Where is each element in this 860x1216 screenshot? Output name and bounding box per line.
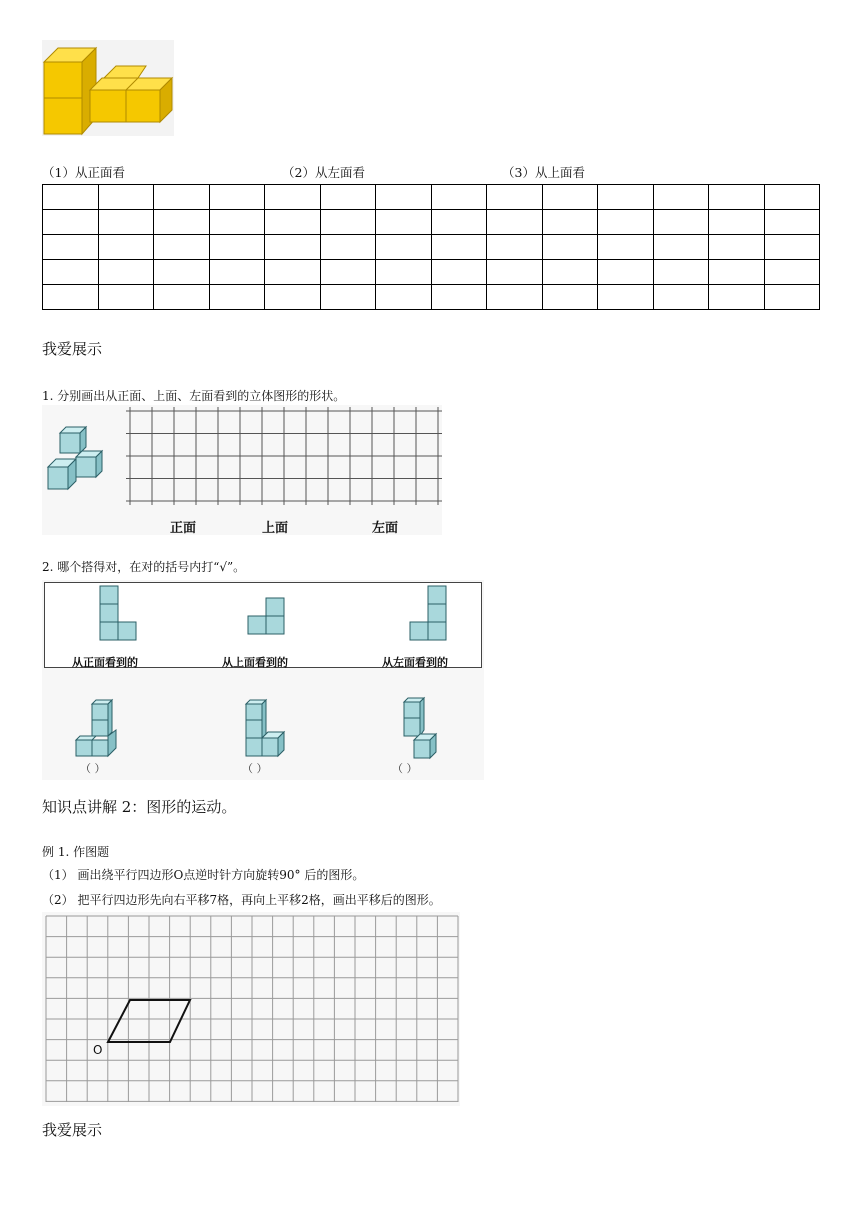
section-title: 我爱展示 bbox=[42, 340, 103, 358]
grid-cell[interactable] bbox=[209, 285, 265, 310]
grid-cell[interactable] bbox=[598, 260, 654, 285]
grid-cell[interactable] bbox=[320, 210, 376, 235]
grid-cell[interactable] bbox=[43, 260, 99, 285]
caption-front: 正面 bbox=[170, 521, 197, 536]
example-item-2: （2） 把平行四边形先向右平移7格，再向上平移2格，画出平移后的图形。 bbox=[42, 893, 441, 907]
grid-cell[interactable] bbox=[542, 285, 598, 310]
grid-cell[interactable] bbox=[598, 210, 654, 235]
grid-cell[interactable] bbox=[487, 260, 543, 285]
q2-figure bbox=[42, 580, 484, 780]
section-title-2: 我爱展示 bbox=[42, 1121, 103, 1139]
grid-cell[interactable] bbox=[653, 260, 709, 285]
grid-cell[interactable] bbox=[43, 185, 99, 210]
grid-cell[interactable] bbox=[764, 260, 820, 285]
grid-cell[interactable] bbox=[598, 285, 654, 310]
caption-top-view: 从上面看到的 bbox=[222, 656, 288, 669]
grid-cell[interactable] bbox=[265, 235, 321, 260]
answer-paren-3[interactable]: （ ） bbox=[392, 762, 418, 775]
grid-cell[interactable] bbox=[431, 285, 487, 310]
example-grid bbox=[42, 912, 460, 1106]
yellow-cubes-figure bbox=[42, 40, 174, 136]
grid-cell[interactable] bbox=[320, 235, 376, 260]
grid-cell[interactable] bbox=[376, 235, 432, 260]
grid-cell[interactable] bbox=[98, 210, 154, 235]
caption-left-view: 从左面看到的 bbox=[382, 656, 448, 669]
grid-cell[interactable] bbox=[98, 185, 154, 210]
grid-cell[interactable] bbox=[154, 285, 210, 310]
grid-cell[interactable] bbox=[154, 260, 210, 285]
caption-left: 左面 bbox=[372, 521, 399, 536]
knowledge-title: 知识点讲解 2：图形的运动。 bbox=[42, 798, 237, 816]
grid-cell[interactable] bbox=[487, 210, 543, 235]
answer-paren-2[interactable]: （ ） bbox=[242, 762, 268, 775]
grid-cell[interactable] bbox=[376, 185, 432, 210]
question-2: 2. 哪个搭得对，在对的括号内打“√”。 bbox=[42, 560, 246, 574]
grid-cell[interactable] bbox=[376, 210, 432, 235]
view-label-front: （1）从正面看 bbox=[42, 165, 125, 180]
grid-cell[interactable] bbox=[431, 235, 487, 260]
grid-cell[interactable] bbox=[265, 185, 321, 210]
grid-cell[interactable] bbox=[653, 235, 709, 260]
grid-cell[interactable] bbox=[209, 210, 265, 235]
grid-cell[interactable] bbox=[431, 260, 487, 285]
grid-cell[interactable] bbox=[209, 235, 265, 260]
caption-front-view: 从正面看到的 bbox=[72, 656, 138, 669]
grid-cell[interactable] bbox=[265, 210, 321, 235]
grid-cell[interactable] bbox=[376, 285, 432, 310]
question-1: 1. 分别画出从正面、上面、左面看到的立体图形的形状。 bbox=[42, 389, 346, 403]
caption-top: 上面 bbox=[262, 521, 289, 536]
grid-cell[interactable] bbox=[709, 210, 765, 235]
grid-cell[interactable] bbox=[431, 185, 487, 210]
grid-cell[interactable] bbox=[43, 285, 99, 310]
grid-cell[interactable] bbox=[653, 285, 709, 310]
grid-cell[interactable] bbox=[154, 210, 210, 235]
grid-cell[interactable] bbox=[376, 260, 432, 285]
grid-cell[interactable] bbox=[764, 185, 820, 210]
q1-figure bbox=[42, 405, 442, 535]
grid-cell[interactable] bbox=[598, 185, 654, 210]
grid-cell[interactable] bbox=[265, 285, 321, 310]
grid-cell[interactable] bbox=[265, 260, 321, 285]
point-o-label: O bbox=[93, 1043, 103, 1057]
grid-cell[interactable] bbox=[487, 285, 543, 310]
grid-cell[interactable] bbox=[431, 210, 487, 235]
grid-cell[interactable] bbox=[709, 235, 765, 260]
grid-cell[interactable] bbox=[98, 285, 154, 310]
grid-cell[interactable] bbox=[154, 185, 210, 210]
answer-paren-1[interactable]: （ ） bbox=[80, 762, 106, 775]
grid-cell[interactable] bbox=[320, 185, 376, 210]
grid-cell[interactable] bbox=[653, 210, 709, 235]
grid-cell[interactable] bbox=[542, 185, 598, 210]
grid-cell[interactable] bbox=[320, 285, 376, 310]
grid-cell[interactable] bbox=[209, 185, 265, 210]
answer-grid[interactable] bbox=[42, 184, 820, 310]
grid-cell[interactable] bbox=[98, 260, 154, 285]
grid-cell[interactable] bbox=[487, 235, 543, 260]
grid-cell[interactable] bbox=[154, 235, 210, 260]
example-grid-figure[interactable] bbox=[42, 912, 460, 1106]
grid-cell[interactable] bbox=[709, 260, 765, 285]
grid-cell[interactable] bbox=[653, 185, 709, 210]
view-label-left: （2）从左面看 bbox=[282, 165, 365, 180]
grid-cell[interactable] bbox=[764, 235, 820, 260]
grid-cell[interactable] bbox=[209, 260, 265, 285]
grid-cell[interactable] bbox=[542, 260, 598, 285]
grid-cell[interactable] bbox=[487, 185, 543, 210]
blue-cubes-and-grid bbox=[42, 405, 442, 535]
example-item-1: （1） 画出绕平行四边形O点逆时针方向旋转90° 后的图形。 bbox=[42, 868, 365, 882]
view-label-top: （3）从上面看 bbox=[502, 165, 585, 180]
grid-cell[interactable] bbox=[98, 235, 154, 260]
grid-cell[interactable] bbox=[542, 235, 598, 260]
example-title: 例 1. 作图题 bbox=[42, 845, 110, 859]
q2-drawings bbox=[42, 580, 484, 780]
grid-cell[interactable] bbox=[764, 210, 820, 235]
grid-cell[interactable] bbox=[542, 210, 598, 235]
grid-cell[interactable] bbox=[598, 235, 654, 260]
grid-cell[interactable] bbox=[320, 260, 376, 285]
grid-cell[interactable] bbox=[764, 285, 820, 310]
grid-cell[interactable] bbox=[709, 185, 765, 210]
grid-cell[interactable] bbox=[43, 210, 99, 235]
grid-cell[interactable] bbox=[43, 235, 99, 260]
grid-cell[interactable] bbox=[709, 285, 765, 310]
